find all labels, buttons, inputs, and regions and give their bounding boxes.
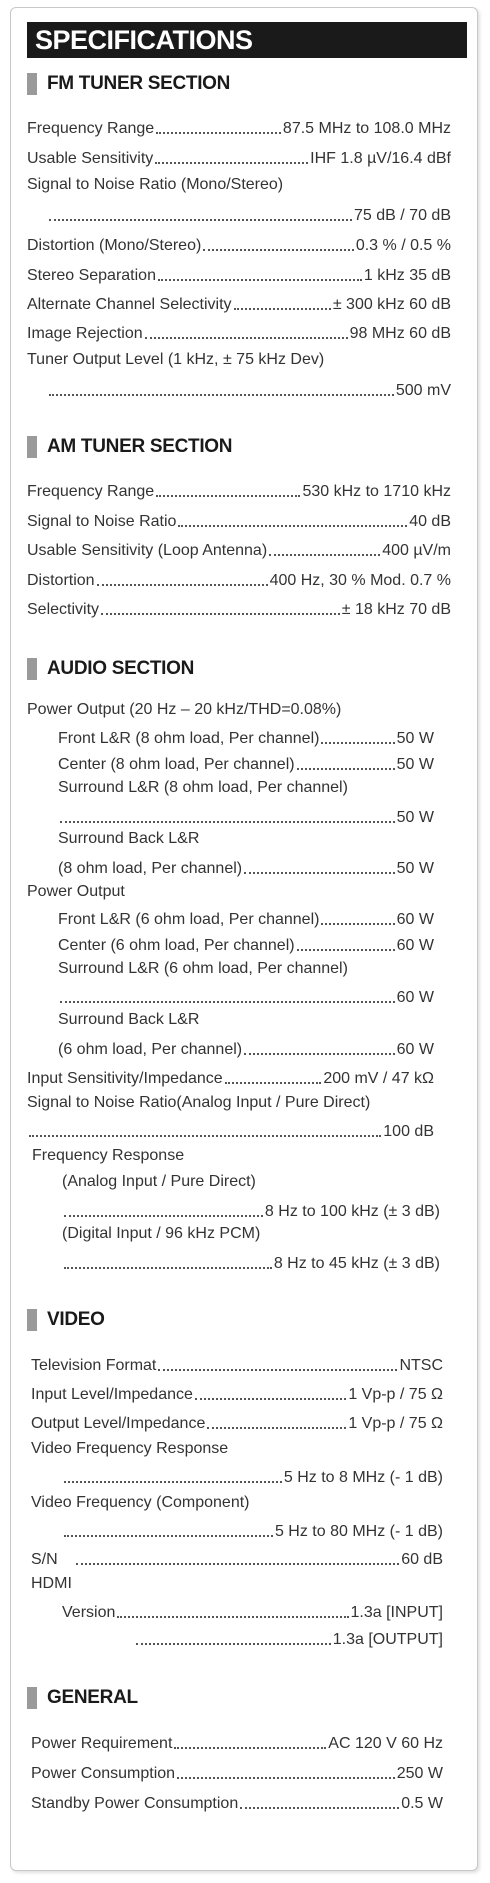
page-title: SPECIFICATIONS — [27, 22, 467, 58]
spec-row-audio-surround-back-6ohm: (6 ohm load, Per channel) 60 W — [58, 1041, 434, 1058]
spec-label-video-hdmi: HDMI — [31, 1575, 72, 1592]
spec-row-fm-snr-value: 75 dB / 70 dB — [47, 202, 451, 226]
spec-row-audio-center-6ohm: Center (6 ohm load, Per channel) 60 W — [58, 937, 434, 954]
spec-row-am-distortion: Distortion 400 Hz, 30 % Mod. 0.7 % — [27, 572, 451, 589]
section-header-general — [27, 1684, 138, 1712]
section-title-audio: AUDIO SECTION — [47, 658, 195, 679]
section-marker — [27, 436, 37, 458]
spec-label-video-frequency-response: Video Frequency Response — [31, 1440, 229, 1457]
spec-row-audio-snr-value: 100 dB — [27, 1118, 434, 1142]
spec-row-fm-distortion: Distortion (Mono/Stereo) 0.3 % / 0.5 % — [27, 237, 451, 254]
spec-row-am-selectivity: Selectivity ± 18 kHz 70 dB — [27, 601, 451, 618]
section-marker — [27, 1309, 37, 1331]
spec-row-audio-fr-digital-value: 8 Hz to 45 kHz (± 3 dB) — [62, 1250, 440, 1274]
spec-row-general-power-consumption: Power Consumption 250 W — [31, 1765, 443, 1782]
spec-row-am-frequency-range: Frequency Range 530 kHz to 1710 kHz — [27, 483, 451, 500]
section-title-fm: FM TUNER SECTION — [47, 73, 231, 94]
spec-row-audio-surround-back-8ohm: (8 ohm load, Per channel) 50 W — [58, 860, 434, 877]
spec-row-audio-input-sensitivity: Input Sensitivity/Impedance 200 mV / 47 kΩ — [27, 1070, 434, 1087]
spec-row-fm-image-rejection: Image Rejection 98 MHz 60 dB — [27, 325, 451, 342]
section-title-general: GENERAL — [47, 1687, 138, 1708]
spec-row-video-hdmi-version-input: Version 1.3a [INPUT] — [62, 1604, 443, 1621]
spec-row-fm-alternate-selectivity: Alternate Channel Selectivity ± 300 kHz 60 dB — [27, 296, 451, 313]
section-marker — [27, 658, 37, 680]
spec-label-audio-surround-8ohm: Surround L&R (8 ohm load, Per channel) — [58, 779, 348, 796]
spec-row-video-input-level: Input Level/Impedance 1 Vp-p / 75 Ω — [31, 1386, 443, 1403]
spec-row-general-power-requirement: Power Requirement AC 120 V 60 Hz — [31, 1735, 443, 1752]
spec-label-audio-power-output-2: Power Output — [27, 883, 125, 900]
spec-row-audio-front-6ohm: Front L&R (6 ohm load, Per channel) 60 W — [58, 911, 434, 928]
spec-row-video-sn: S/N 60 dB — [31, 1551, 443, 1568]
spec-row-video-output-level: Output Level/Impedance 1 Vp-p / 75 Ω — [31, 1415, 443, 1432]
section-title-am: AM TUNER SECTION — [47, 436, 233, 457]
spec-label-audio-surround-6ohm: Surround L&R (6 ohm load, Per channel) — [58, 960, 348, 977]
section-header-video — [27, 1306, 105, 1334]
spec-label-audio-fr-digital: (Digital Input / 96 kHz PCM) — [62, 1225, 261, 1242]
spec-row-am-snr: Signal to Noise Ratio 40 dB — [27, 513, 451, 530]
spec-row-video-hdmi-version-output: 1.3a [OUTPUT] — [134, 1626, 443, 1650]
spec-label-audio-snr: Signal to Noise Ratio(Analog Input / Pure Direct) — [27, 1094, 371, 1111]
spec-row-audio-surround-8ohm-value: 50 W — [58, 804, 434, 828]
section-marker — [27, 1687, 37, 1709]
spec-row-video-frequency-response-value: 5 Hz to 8 MHz (- 1 dB) — [62, 1464, 443, 1488]
spec-label-audio-fr-analog: (Analog Input / Pure Direct) — [62, 1173, 256, 1190]
spec-row-fm-frequency-range: Frequency Range 87.5 MHz to 108.0 MHz — [27, 120, 451, 137]
spec-row-audio-surround-6ohm-value: 60 W — [58, 984, 434, 1008]
spec-row-video-tv-format: Television Format NTSC — [31, 1357, 443, 1374]
spec-label-audio-surround-back-8ohm: Surround Back L&R — [58, 830, 200, 847]
section-header-fm — [27, 70, 230, 98]
spec-row-audio-fr-analog-value: 8 Hz to 100 kHz (± 3 dB) — [62, 1198, 440, 1222]
section-header-am — [27, 433, 232, 461]
spec-label-audio-surround-back-6ohm: Surround Back L&R — [58, 1011, 200, 1028]
spec-label-fm-snr: Signal to Noise Ratio (Mono/Stereo) — [27, 176, 284, 193]
spec-row-general-standby-power: Standby Power Consumption 0.5 W — [31, 1795, 443, 1812]
section-title-video: VIDEO — [47, 1309, 105, 1330]
spec-row-fm-tuner-output-value: 500 mV — [47, 377, 451, 401]
spec-row-fm-stereo-separation: Stereo Separation 1 kHz 35 dB — [27, 267, 451, 284]
spec-label-audio-frequency-response: Frequency Response — [32, 1147, 185, 1164]
spec-label-video-component: Video Frequency (Component) — [31, 1494, 250, 1511]
spec-label-fm-tuner-output: Tuner Output Level (1 kHz, ± 75 kHz Dev) — [27, 351, 325, 368]
spec-label-audio-power-output-1: Power Output (20 Hz – 20 kHz/THD=0.08%) — [27, 701, 342, 718]
section-marker — [27, 73, 37, 95]
spec-row-fm-usable-sensitivity: Usable Sensitivity IHF 1.8 µV/16.4 dBf — [27, 150, 451, 167]
spec-row-am-usable-sensitivity: Usable Sensitivity (Loop Antenna) 400 µV/m — [27, 542, 451, 559]
spec-row-audio-front-8ohm: Front L&R (8 ohm load, Per channel) 50 W — [58, 730, 434, 747]
spec-row-audio-center-8ohm: Center (8 ohm load, Per channel) 50 W — [58, 756, 434, 773]
section-header-audio — [27, 655, 194, 683]
spec-row-video-component-value: 5 Hz to 80 MHz (- 1 dB) — [62, 1518, 443, 1542]
